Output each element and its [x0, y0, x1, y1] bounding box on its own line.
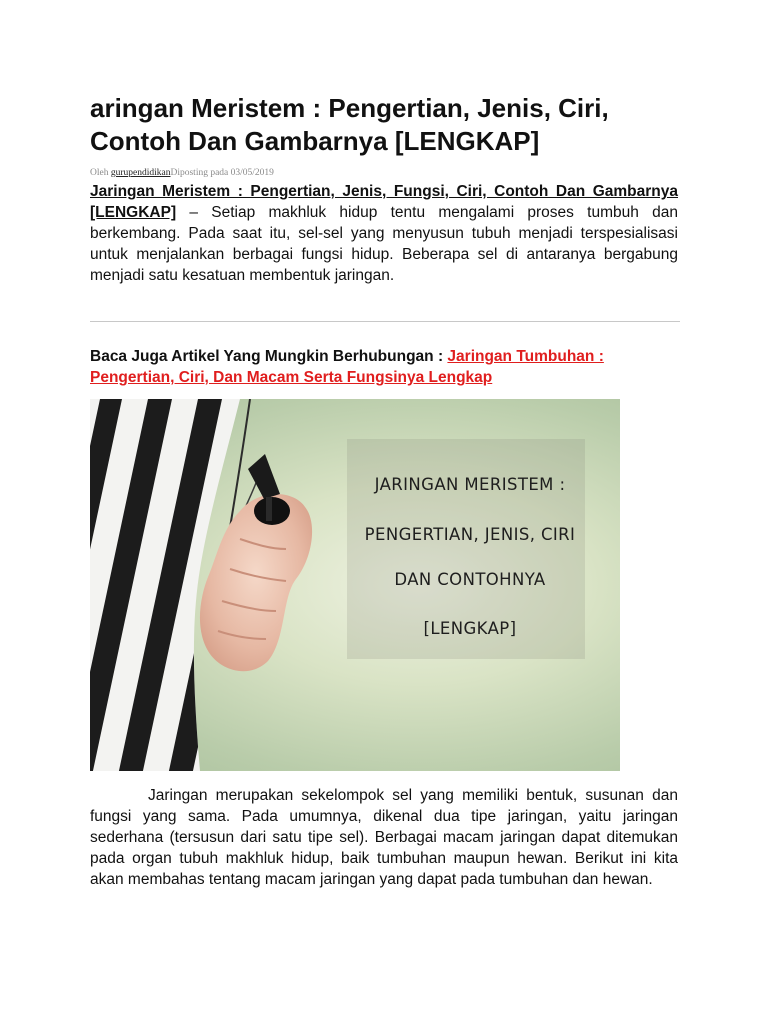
- intro-paragraph: [90, 181, 678, 286]
- related-article: [90, 346, 680, 388]
- hand: [200, 494, 312, 671]
- related-label: Baca Juga Artikel Yang Mungkin Berhubungan :: [90, 348, 448, 365]
- post-meta: [90, 168, 274, 178]
- hero-line-1: JARINGAN MERISTEM :: [374, 475, 566, 494]
- title-line-2: Contoh Dan Gambarnya [LENGKAP]: [90, 126, 540, 156]
- hero-line-4: [LENGKAP]: [423, 619, 517, 638]
- hero-image: [90, 399, 620, 771]
- meta-posted-date: Diposting pada 03/05/2019: [170, 168, 274, 178]
- divider: [90, 321, 680, 322]
- hero-line-2: PENGERTIAN, JENIS, CIRI: [364, 525, 576, 544]
- meta-by-label: Oleh: [90, 168, 111, 178]
- intro-rest: – Setiap makhluk hidup tentu mengalami proses tumbuh dan berkembang. Pada saat itu, sel-sel yang menyusun tubuh menjadi terspesialisasi untuk menjalankan berbagai fungsi hidup. Beberapa sel di antaranya bergabung menjadi satu kesatuan membentuk jaringan.: [90, 204, 678, 284]
- title-line-1: aringan Meristem : Pengertian, Jenis, Ciri,: [90, 93, 609, 123]
- article-title: [90, 92, 690, 158]
- related-article-link[interactable]: Jaringan Tumbuhan : Pengertian, Ciri, Dan Macam Serta Fungsinya Lengkap: [90, 348, 604, 386]
- hero-line-3: DAN CONTOHNYA: [394, 570, 546, 589]
- author-link[interactable]: gurupendidikan: [110, 168, 171, 178]
- intro-lead: Jaringan Meristem : Pengertian, Jenis, Fungsi, Ciri, Contoh Dan Gambarnya [LENGKAP]: [90, 183, 678, 221]
- body-paragraph: Jaringan merupakan sekelompok sel yang memiliki bentuk, susunan dan fungsi yang sama. Pada umumnya, dikenal dua tipe jaringan, yaitu jaringan sederhana (tersusun dari satu tipe sel). Berbagai macam jaringan dapat ditemukan pada organ tubuh makhluk hidup, baik tumbuhan maupun hewan. Berikut ini kita akan membahas tentang macam jaringan yang dapat pada tumbuhan dan hewan.: [90, 787, 678, 888]
